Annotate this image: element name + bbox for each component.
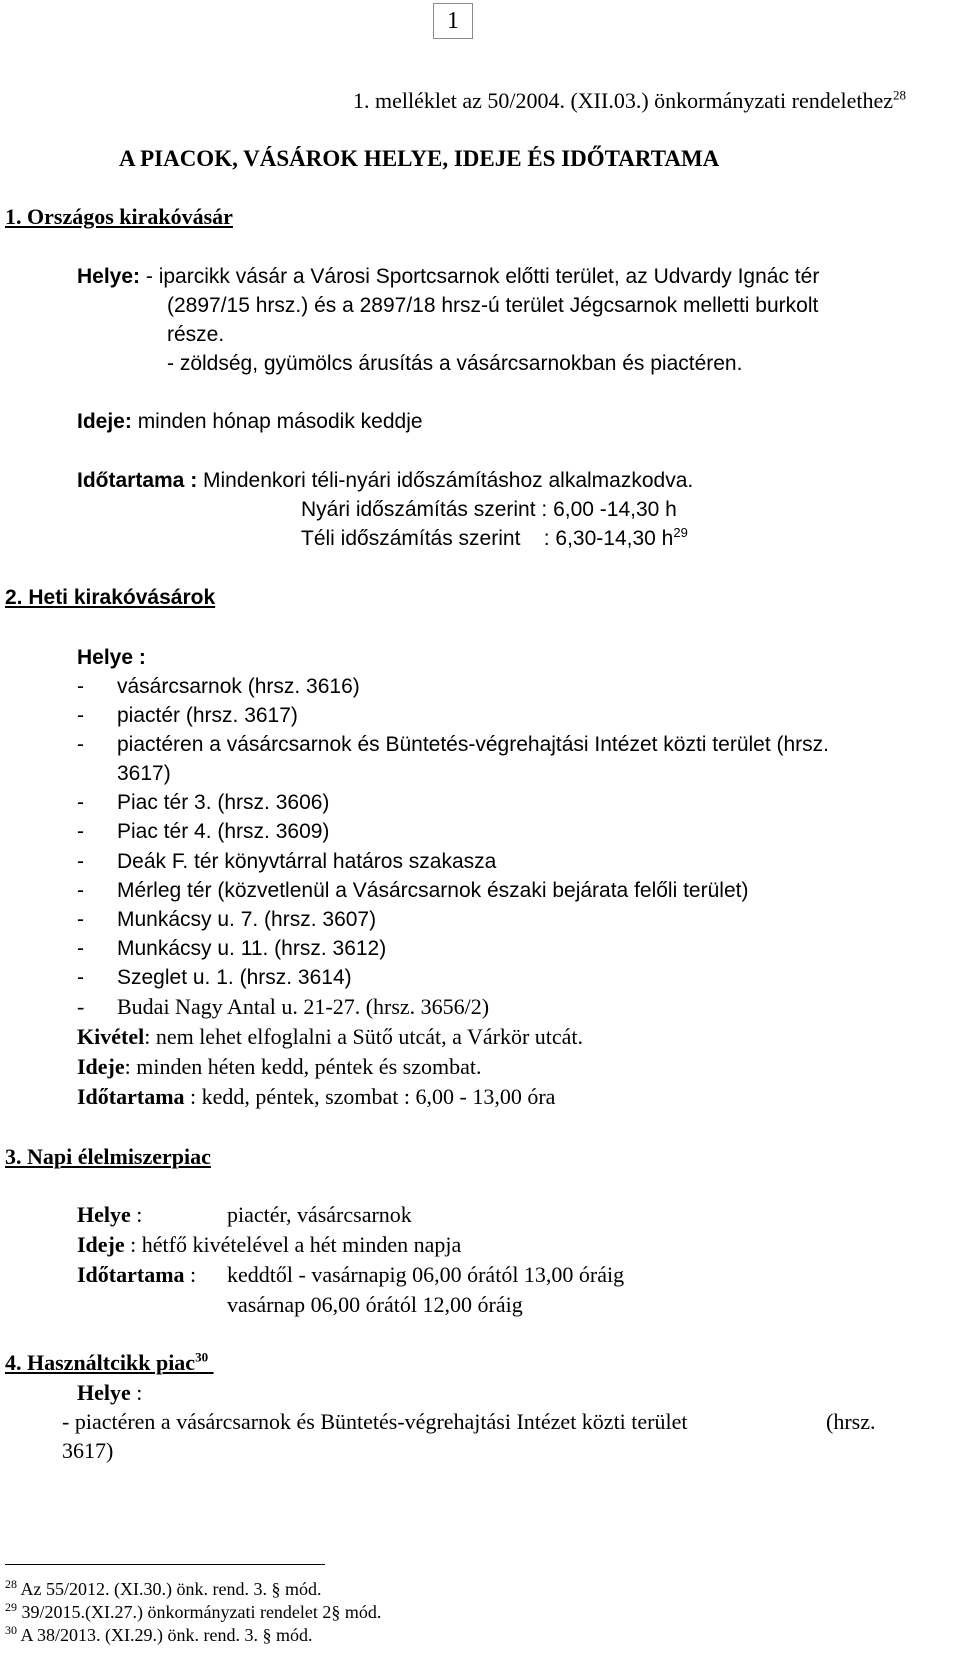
footnote-ref-30: 30 — [195, 1349, 209, 1365]
footnote-ref-29: 29 — [673, 525, 688, 540]
section-3-ideje — [77, 1232, 461, 1258]
annex-text: 1. melléklet az 50/2004. (XII.03.) önkormányzati rendelethez — [352, 88, 893, 113]
page-number: 1 — [433, 3, 473, 39]
helye-sep: : — [130, 1380, 143, 1405]
helye-sep: : — [130, 1202, 143, 1227]
section-1-helye — [77, 264, 819, 290]
idotartama-label: Időtartama — [77, 1262, 185, 1287]
idotartama-sep: : — [184, 1262, 197, 1287]
teli-text: Téli időszámítás szerint : 6,30-14,30 h — [301, 527, 674, 550]
section-4-line-1: - piactéren a vásárcsarnok és Büntetés-végrehajtási Intézet közti terület — [62, 1409, 688, 1434]
idotartama-label: Időtartama : — [77, 469, 198, 492]
helye-line-1: - iparcikk vásár a Városi Sportcsarnok előtti terület, az Udvardy Ignác tér — [140, 265, 820, 288]
helye-label: Helye: — [77, 265, 141, 288]
section-2-ideje — [77, 1054, 481, 1080]
helye-line-4: - zöldség, gyümölcs árusítás a vásárcsarnokban és piactéren. — [167, 352, 743, 375]
ideje-label: Ideje — [77, 1232, 125, 1257]
section-3-heading: 3. Napi élelmiszerpiac — [5, 1144, 211, 1169]
kivetel-text: : nem lehet elfoglalni a Sütő utcát, a Várkör utcát. — [144, 1024, 584, 1049]
section-2-helye-label: Helye : — [77, 646, 146, 669]
idotartama-text: : kedd, péntek, szombat : 6,00 - 13,00 óra — [184, 1084, 556, 1109]
section-2-idotartama — [77, 1084, 555, 1110]
idotartama-text: Mindenkori téli-nyári időszámításhoz alkalmazkodva. — [197, 469, 694, 492]
section-4-heading — [5, 1350, 214, 1376]
ideje-text: : minden héten kedd, péntek és szombat. — [124, 1054, 482, 1079]
idotartama-text-2: vasárnap 06,00 órától 12,00 óráig — [227, 1292, 523, 1317]
nyari-idoszamitas: Nyári időszámítás szerint : 6,00 -14,30 h — [301, 498, 677, 521]
ideje-text: : hétfő kivételével a hét minden napja — [124, 1232, 462, 1257]
section-1-idotartama — [77, 468, 693, 494]
idotartama-text-1: keddtől - vasárnapig 06,00 órától 13,00 óráig — [227, 1262, 625, 1287]
teli-idoszamitas — [301, 526, 688, 552]
helye-line-2: (2897/15 hrsz.) és a 2897/18 hrsz-ú terület Jégcsarnok melletti burkolt — [167, 294, 819, 317]
section-1-heading: 1. Országos kirakóvásár — [5, 204, 233, 229]
helye-line-3: része. — [167, 323, 225, 346]
section-1-ideje — [77, 409, 423, 435]
ideje-label: Ideje — [77, 1054, 125, 1079]
helye-label: Helye — [77, 1380, 131, 1405]
kivetel-label: Kivétel — [77, 1024, 145, 1049]
section-4-helye — [77, 1380, 142, 1406]
footnote-divider — [5, 1564, 325, 1565]
section-2-heading: 2. Heti kirakóvásárok — [5, 586, 216, 609]
idotartama-label: Időtartama — [77, 1084, 185, 1109]
ideje-text: minden hónap második keddje — [131, 410, 423, 433]
footnote: $^{30}$ A 38/2013. (XI.29.) önk. rend. 3. § mód. — [5, 1623, 313, 1645]
section-4-line-1-end: (hrsz. — [826, 1409, 876, 1434]
footnote-ref-28: 28 — [893, 87, 906, 103]
section-3-helye — [77, 1202, 142, 1228]
ideje-label: Ideje: — [77, 410, 132, 433]
annex-reference — [0, 88, 906, 114]
helye-text: piactér, vásárcsarnok — [227, 1202, 412, 1227]
section-4-heading-text: 4. Használtcikk piac — [5, 1350, 196, 1375]
section-2-kivetel — [77, 1024, 583, 1050]
footnote: $^{28}$ Az 55/2012. (XI.30.) önk. rend. 3. § mód. — [5, 1577, 322, 1599]
helye-label: Helye — [77, 1202, 131, 1227]
location-list: - vásárcsarnok (hrsz. 3616) - piactér (hrsz. 3617) - piactéren a vásárcsarnok és Büntetés-végrehajtási Intézet közti terület (hrsz. 3617) - Piac tér 3. (hrsz. 3606) - Piac tér 4. (hrsz. 3609) - Deák F. tér könyvtárral határos szakasza - Mérleg tér (közvetlenül a Vásárcsarnok északi bejárata felőli terület) - Munkácsy u. 7. (hrsz. 3607) - Munkácsy u. 11. (hrsz. 3612) - Szeglet u. 1. (hrsz. 3614) — [77, 675, 830, 989]
document-title: A PIACOK, VÁSÁROK HELYE, IDEJE ÉS IDŐTARTAMA — [119, 146, 720, 171]
section-3-idotartama — [77, 1262, 196, 1288]
section-4-line-2: 3617) — [62, 1438, 114, 1463]
footnote: $^{29}$ 39/2015.(XI.27.) önkormányzati rendelet 2§ mód. — [5, 1600, 382, 1622]
